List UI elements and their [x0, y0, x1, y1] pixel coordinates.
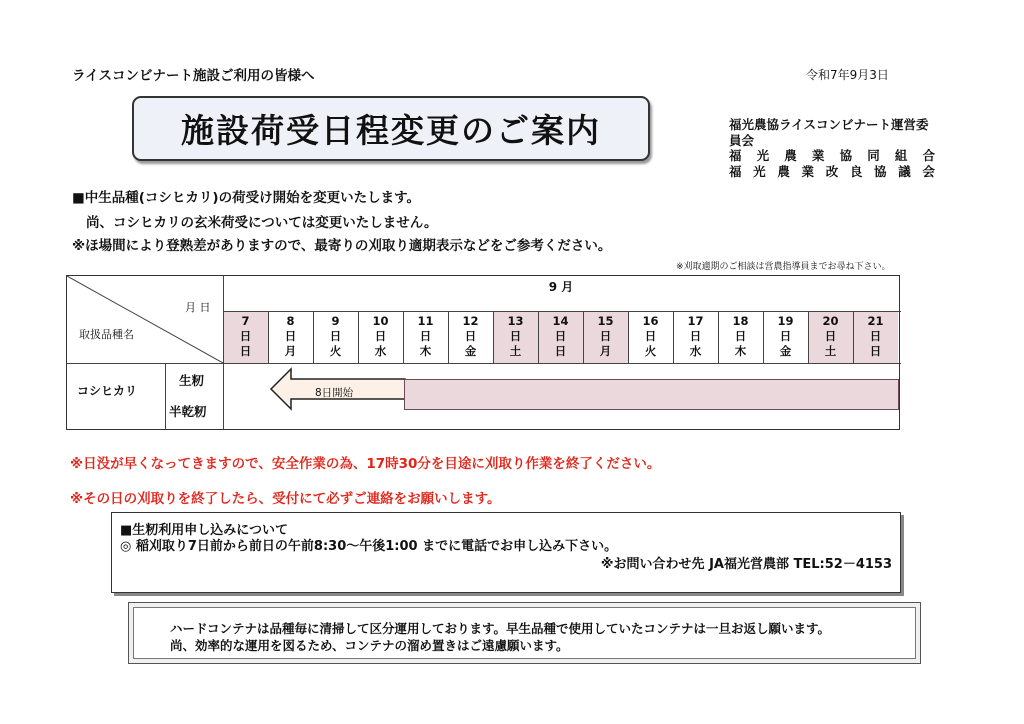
day-column — [628, 311, 673, 363]
day-column — [808, 311, 853, 363]
grid-line — [358, 311, 359, 363]
grid-line — [538, 311, 539, 363]
day-unit: 日 — [419, 329, 432, 343]
org-char: 同 — [867, 148, 880, 163]
org-1: 福光農協ライスコンビナート運営委員会 — [729, 117, 929, 148]
org-char: 協 — [839, 148, 853, 163]
org-char: 組 — [894, 148, 908, 163]
day-number: 18 — [732, 314, 749, 328]
day-number: 7 — [241, 314, 250, 328]
day-number: 10 — [372, 314, 389, 328]
org-3 — [729, 164, 935, 180]
container-notice-2: 尚、効率的な運用を図るため、コンテナの溜め置きはご遠慮願います。 — [170, 638, 569, 653]
day-unit: 日 — [644, 329, 657, 343]
org-char: 良 — [849, 163, 863, 179]
day-unit: 日 — [689, 329, 702, 343]
day-number: 13 — [507, 314, 524, 328]
org-char: 光 — [753, 163, 766, 179]
grid-line — [718, 311, 719, 363]
day-column — [493, 311, 538, 363]
day-unit: 日 — [509, 329, 522, 343]
day-number: 11 — [417, 314, 434, 328]
schedule-table — [66, 275, 900, 430]
notice-3: ※ほ場間により登熟差がありますので、最寄りの刈取り適期表示などをご参考ください。 — [72, 238, 612, 254]
weekday: 日 — [554, 344, 567, 358]
grid-line — [268, 311, 269, 363]
container-notice-1: ハードコンテナは品種毎に清掃して区分運用しております。早生品種で使用していたコンテナは一旦お返し願います。 — [170, 621, 831, 636]
day-column — [223, 311, 268, 363]
org-char: 議 — [898, 163, 911, 179]
grid-line — [673, 311, 674, 363]
weekday: 土 — [509, 344, 522, 358]
grid-line — [853, 311, 854, 363]
day-unit: 日 — [374, 329, 387, 343]
org-char: 業 — [801, 163, 815, 179]
grid-line — [808, 311, 809, 363]
org-char: 福 — [729, 163, 742, 179]
org-char: 合 — [922, 148, 935, 163]
day-number: 17 — [687, 314, 704, 328]
org-char: 会 — [922, 163, 935, 179]
grid-line — [313, 311, 314, 363]
weekday: 木 — [734, 344, 747, 358]
grid-line — [223, 311, 901, 312]
weekday: 金 — [779, 344, 792, 358]
org-char: 光 — [756, 148, 770, 163]
day-column — [763, 311, 808, 363]
org-char: 農 — [784, 148, 797, 163]
notice-1: ■中生品種(コシヒカリ)の荷受け開始を変更いたします。 — [72, 190, 421, 206]
day-column — [718, 311, 763, 363]
org-char: 業 — [811, 148, 825, 163]
day-number: 21 — [867, 314, 884, 328]
day-column — [358, 311, 403, 363]
day-unit: 日 — [284, 329, 297, 343]
weekday: 月 — [599, 344, 612, 358]
weekday: 木 — [419, 344, 432, 358]
day-column — [403, 311, 448, 363]
arrow-label: 8日開始 — [315, 387, 354, 399]
day-unit: 日 — [599, 329, 612, 343]
weekday: 土 — [824, 344, 837, 358]
day-number: 20 — [822, 314, 839, 328]
weekday: 月 — [284, 344, 297, 358]
corner-date-label: 月 日 — [185, 301, 211, 314]
title-box — [132, 96, 650, 161]
day-column — [853, 311, 898, 363]
small-note: ※刈取適期のご相談は営農指導員までお尋ね下さい。 — [676, 262, 891, 272]
day-column — [313, 311, 358, 363]
day-unit: 日 — [869, 329, 882, 343]
day-number: 16 — [642, 314, 659, 328]
day-number: 14 — [552, 314, 569, 328]
weekday: 日 — [239, 344, 252, 358]
corner-diagonal — [67, 276, 223, 363]
grid-line — [165, 363, 166, 429]
day-column — [268, 311, 313, 363]
day-unit: 日 — [329, 329, 342, 343]
org-char: 協 — [874, 163, 887, 179]
notice-2: 尚、コシヒカリの玄米荷受については変更いたしません。 — [86, 215, 438, 231]
info-heading: ■生籾利用申し込みについて — [120, 523, 289, 538]
day-number: 12 — [462, 314, 479, 328]
grid-line — [583, 311, 584, 363]
org-char: 改 — [825, 163, 839, 179]
container-notice-box — [128, 602, 921, 664]
org-char: 農 — [777, 163, 790, 179]
warning-2: ※その日の刈取りを終了したら、受付にて必ずご連絡をお願いします。 — [70, 491, 501, 507]
addressee: ライスコンビナート施設ご利用の皆様へ — [72, 68, 315, 84]
day-unit: 日 — [464, 329, 477, 343]
grid-line — [493, 311, 494, 363]
grid-line — [763, 311, 764, 363]
page-title: 施設荷受日程変更のご案内 — [181, 111, 601, 150]
day-unit: 日 — [824, 329, 837, 343]
info-body: ◎ 稲刈取り7日前から前日の午前8:30～午後1:00 までに電話でお申し込み下さい。 — [120, 539, 618, 554]
weekday: 水 — [689, 344, 702, 358]
day-unit: 日 — [554, 329, 567, 343]
application-info-box — [111, 512, 901, 593]
corner-variety-label: 取扱品種名 — [79, 328, 134, 341]
type-semi-dried: 半乾籾 — [169, 404, 207, 419]
day-column — [583, 311, 628, 363]
weekday: 日 — [869, 344, 882, 358]
day-column — [673, 311, 718, 363]
org-char: 福 — [729, 148, 742, 163]
day-unit: 日 — [779, 329, 792, 343]
day-column — [448, 311, 493, 363]
day-number: 19 — [777, 314, 794, 328]
day-number: 9 — [331, 314, 340, 328]
variety-name: コシヒカリ — [77, 384, 138, 398]
org-2 — [729, 148, 935, 164]
grid-line — [448, 311, 449, 363]
issue-date: 令和7年9月3日 — [806, 68, 889, 82]
weekday: 火 — [644, 344, 657, 358]
grid-line — [628, 311, 629, 363]
day-unit: 日 — [239, 329, 252, 343]
grid-line — [403, 311, 404, 363]
weekday: 火 — [329, 344, 342, 358]
type-raw: 生籾 — [179, 373, 205, 388]
warning-1: ※日没が早くなってきますので、安全作業の為、17時30分を目途に刈取り作業を終了ください。 — [70, 456, 661, 472]
weekday: 水 — [374, 344, 387, 358]
day-unit: 日 — [734, 329, 747, 343]
grid-line — [67, 363, 901, 364]
weekday: 金 — [464, 344, 477, 358]
contact-info: ※お問い合わせ先 JA福光営農部 TEL:52－4153 — [600, 557, 892, 572]
intake-period-bar — [404, 379, 899, 410]
month-label: 9 月 — [548, 280, 574, 294]
day-column — [538, 311, 583, 363]
organizations — [729, 117, 935, 179]
day-number: 8 — [286, 314, 295, 328]
grid-line — [223, 276, 224, 429]
day-number: 15 — [597, 314, 614, 328]
